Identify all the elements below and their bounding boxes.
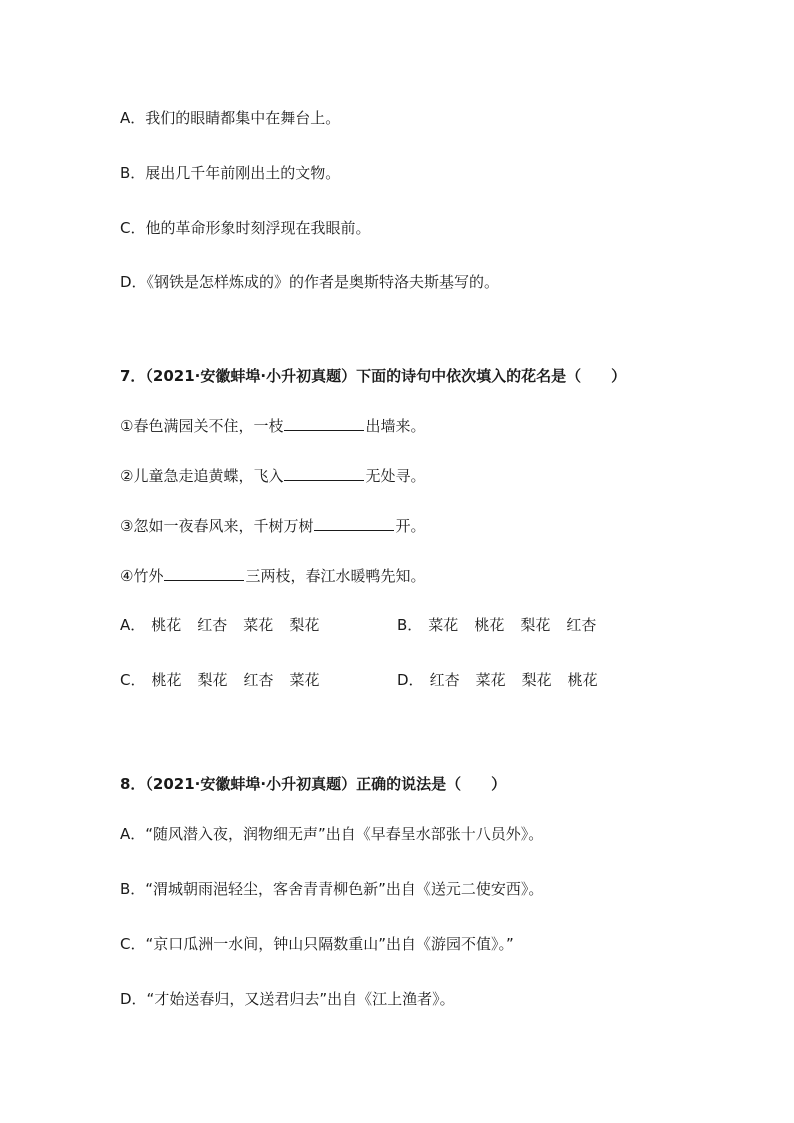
- q6-option-d[interactable]: D．《钢铁是怎样炼成的》的作者是奥斯特洛夫斯基写的。: [120, 273, 500, 291]
- q7-line1-post: 出墙来。: [365, 417, 426, 435]
- q7-option-c-letter: C．: [120, 671, 146, 689]
- q7-option-a-word: 梨花: [289, 616, 320, 634]
- q8-title: 8．（2021·安徽蚌埠·小升初真题）正确的说法是（ ）: [120, 775, 507, 793]
- q7-line1-pre: ①春色满园关不住，一枝: [120, 417, 284, 435]
- q7-option-d-letter: D．: [397, 671, 424, 689]
- q7-option-b-letter: B．: [397, 616, 423, 634]
- q7-option-a-word: 桃花: [151, 616, 182, 634]
- q7-option-d-word: 梨花: [521, 671, 552, 689]
- q7-line4-post: 三两枝，春江水暖鸭先知。: [245, 567, 426, 585]
- q7-option-c-word: 梨花: [197, 671, 228, 689]
- q7-option-d-word: 菜花: [475, 671, 506, 689]
- q7-poem-line-2: [120, 466, 425, 486]
- q8-option-d[interactable]: D．“才始送春归，又送君归去”出自《江上渔者》。: [120, 990, 455, 1008]
- q7-option-c-word: 桃花: [151, 671, 182, 689]
- q7-option-a-word: 红杏: [197, 616, 228, 634]
- q8-option-c[interactable]: C．“京口瓜洲一水间，钟山只隔数重山”出自《游园不值》。”: [120, 935, 514, 953]
- q7-option-d-word: 桃花: [567, 671, 598, 689]
- q7-option-a[interactable]: [120, 615, 319, 635]
- q7-option-c-word: 红杏: [243, 671, 274, 689]
- q7-blank-4[interactable]: [164, 566, 244, 581]
- q7-title: 7．（2021·安徽蚌埠·小升初真题）下面的诗句中依次填入的花名是（ ）: [120, 367, 627, 385]
- q7-line3-pre: ③忽如一夜春风来，千树万树: [120, 517, 314, 535]
- q7-line2-post: 无处寻。: [365, 467, 426, 485]
- q7-option-c[interactable]: [120, 670, 320, 690]
- q7-option-d-word: 红杏: [429, 671, 460, 689]
- q8-option-a[interactable]: A．“随风潜入夜，润物细无声”出自《早春呈水部张十八员外》。: [120, 825, 544, 843]
- q7-option-c-word: 菜花: [289, 671, 320, 689]
- q7-line2-pre: ②儿童急走追黄蝶，飞入: [120, 467, 284, 485]
- q7-option-b-word: 红杏: [566, 616, 597, 634]
- q7-option-a-letter: A．: [120, 616, 146, 634]
- q6-option-c[interactable]: C．他的革命形象时刻浮现在我眼前。: [120, 219, 371, 237]
- q7-option-b[interactable]: [397, 615, 596, 635]
- q7-option-a-word: 菜花: [243, 616, 274, 634]
- q6-option-a[interactable]: A．我们的眼睛都集中在舞台上。: [120, 109, 341, 127]
- q7-option-b-word: 桃花: [474, 616, 505, 634]
- q7-option-d[interactable]: [397, 670, 598, 690]
- q7-option-b-word: 菜花: [428, 616, 459, 634]
- q7-line4-pre: ④竹外: [120, 567, 164, 585]
- q7-line3-post: 开。: [395, 517, 426, 535]
- q7-blank-2[interactable]: [284, 466, 364, 481]
- q7-option-b-word: 梨花: [520, 616, 551, 634]
- q7-blank-1[interactable]: [284, 416, 364, 431]
- q7-poem-line-1: [120, 416, 425, 436]
- q7-poem-line-3: [120, 516, 425, 536]
- q8-option-b[interactable]: B．“渭城朝雨浥轻尘，客舍青青柳色新”出自《送元二使安西》。: [120, 880, 544, 898]
- q7-poem-line-4: [120, 566, 425, 586]
- q7-blank-3[interactable]: [314, 516, 394, 531]
- q6-option-b[interactable]: B．展出几千年前刚出土的文物。: [120, 164, 341, 182]
